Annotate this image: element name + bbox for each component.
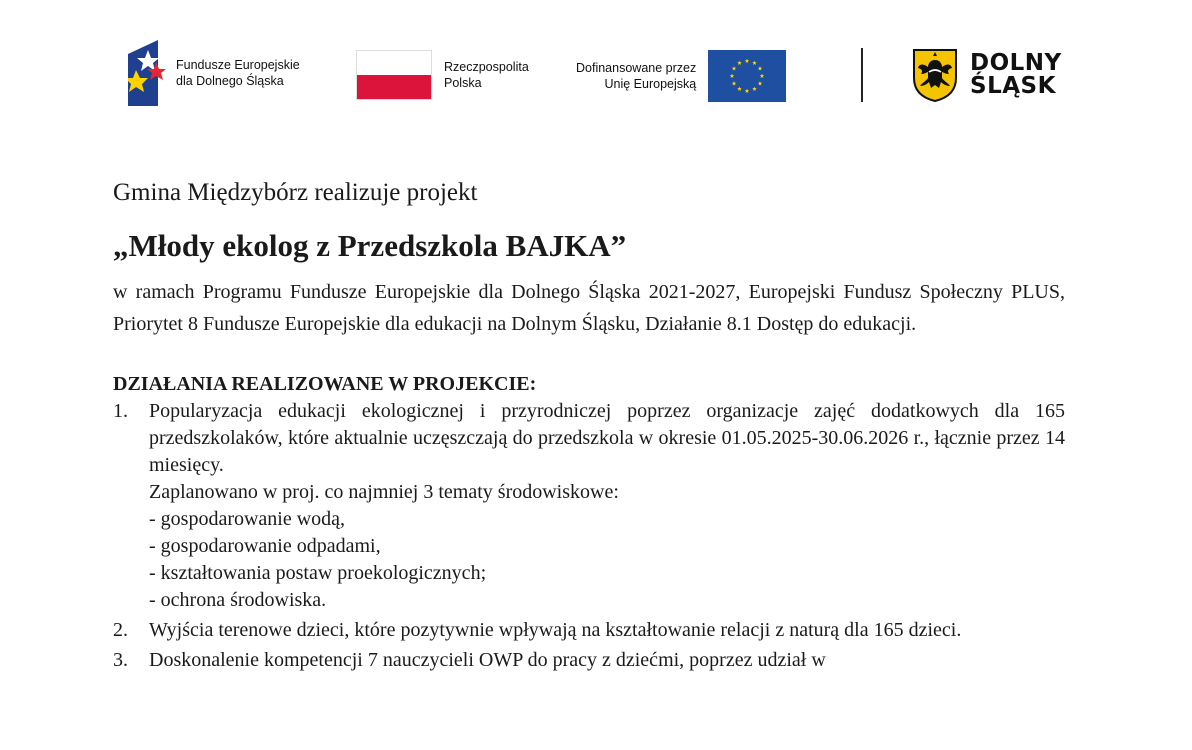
document-body — [113, 176, 1065, 674]
fe-logo-text — [176, 57, 300, 89]
list-item — [113, 647, 1065, 674]
intro-text: Gmina Międzybórz realizuje projekt — [113, 179, 478, 206]
list-item-number: 1. — [113, 400, 128, 422]
topic-item: - ochrona środowiska. — [149, 589, 327, 611]
fe-star-mark-icon — [128, 40, 166, 106]
eu-logo-text — [576, 60, 696, 92]
pl-logo-text — [444, 59, 529, 91]
list-item-text: Popularyzacja edukacji ekologicznej i przyrodniczej poprzez organizacje zajęć dodatkowych dla 165 przedszkolaków, które aktualnie uczęszczają do przedszkola w okresie 01.05.2025-30.06.2026 r., łącznie przez 14 miesięcy. — [149, 400, 1065, 476]
eu-logo-line1: Dofinansowane przez — [576, 61, 697, 75]
project-title: „Młody ekolog z Przedszkola BAJKA” — [113, 228, 627, 263]
pl-logo-line2: Polska — [444, 76, 482, 90]
eu-logo — [576, 50, 786, 102]
eu-flag-icon — [708, 50, 786, 102]
planned-topics-intro: Zaplanowano w proj. co najmniej 3 tematy środowiskowe: — [149, 481, 619, 503]
list-item-number: 3. — [113, 649, 128, 671]
ds-logo-text — [970, 52, 1062, 98]
logo-bar — [0, 0, 1192, 130]
program-description: w ramach Programu Fundusze Europejskie dla Dolnego Śląska 2021-2027, Europejski Fundusz Społeczny PLUS, Priorytet 8 Fundusze Europejskie dla edukacji na Dolnym Śląsku, Działanie 8.1 Dostęp do edukacji. — [113, 281, 1065, 335]
section-heading: DZIAŁANIA REALIZOWANE W PROJEKCIE: — [113, 373, 537, 395]
list-item-text: Wyjścia terenowe dzieci, które pozytywnie wpływają na kształtowanie relacji z naturą dla 165 dzieci. — [149, 619, 962, 641]
ds-logo-line1: DOLNY — [970, 50, 1062, 76]
eu-logo-line2: Unię Europejską — [604, 77, 697, 91]
topic-item: - gospodarowanie wodą, — [149, 508, 346, 530]
topic-item: - gospodarowanie odpadami, — [149, 535, 381, 557]
pl-logo-line1: Rzeczpospolita — [444, 60, 529, 74]
polish-flag-icon — [356, 50, 432, 100]
eagle-crest-icon — [912, 48, 958, 102]
list-item-text: Doskonalenie kompetencji 7 nauczycieli OWP do pracy z dziećmi, poprzez udział w — [149, 649, 826, 671]
fe-logo — [128, 40, 300, 106]
pl-logo — [356, 50, 529, 100]
ds-logo-line2: ŚLĄSK — [970, 73, 1056, 99]
fe-logo-line2: dla Dolnego Śląska — [176, 74, 284, 88]
actions-list — [113, 398, 1065, 674]
topic-item: - kształtowania postaw proekologicznych; — [149, 562, 487, 584]
dolny-slask-logo — [912, 48, 1062, 102]
logo-separator — [861, 48, 863, 102]
list-item-number: 2. — [113, 619, 128, 641]
fe-logo-line1: Fundusze Europejskie — [176, 58, 300, 72]
list-item — [113, 617, 1065, 644]
list-item — [113, 398, 1065, 614]
